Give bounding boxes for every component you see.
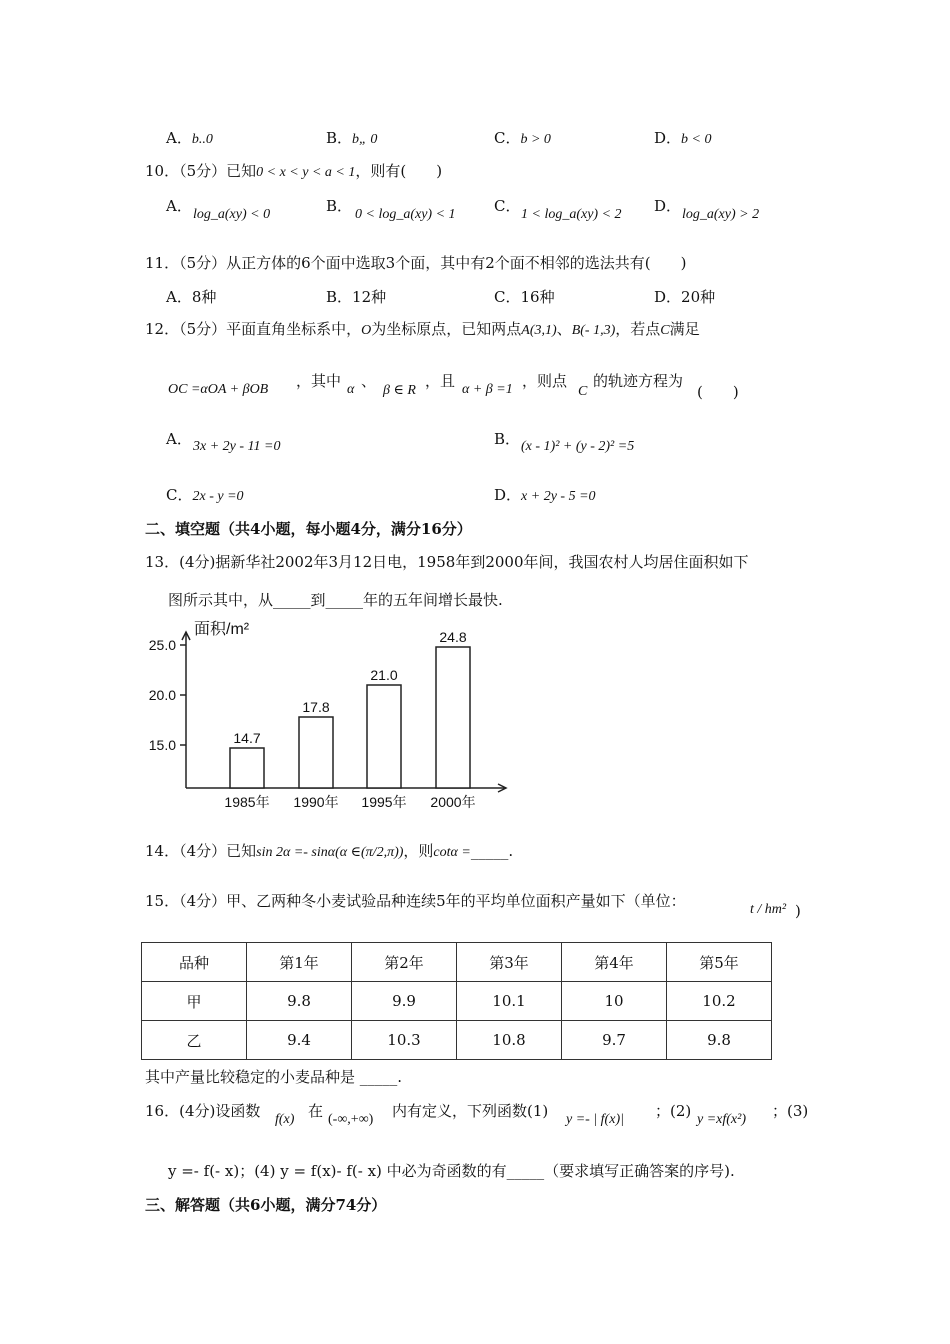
q12-text-c: ，且 [425,372,456,390]
q15-data-table [141,942,772,1060]
table-header-cell: 第4年 [562,943,667,982]
table-header-cell: 第1年 [247,943,352,982]
bar [367,685,401,788]
q9-option-a: A．b..0 [166,129,213,147]
q16-mid1: 在 [308,1102,324,1120]
q10-stem: 10．（5分）已知0 < x < y < a < 1，则有( ) [145,162,443,180]
table-cell: 10.3 [352,1021,457,1060]
table-cell: 9.4 [247,1021,352,1060]
q16-line2: y =- f(- x)；(4) y = f(x)- f(- x) 中必为奇函数的有_____（要求填写正确答案的序号). [168,1162,735,1180]
q12-vector-equation: OC =αOA + βOB [168,382,269,397]
q13-line1: 13．(4分)据新华社2002年3月12日电，1958年到2000年间，我国农村人均居住面积如下 [145,553,749,571]
bar-value-label: 17.8 [302,699,330,715]
table-cell: 9.9 [352,982,457,1021]
q12-option-b-label: B． [494,430,521,448]
bar-value-label: 24.8 [439,629,467,645]
q12-text-e: 的轨迹方程为 [593,372,684,390]
y-tick-label: 20.0 [148,687,176,703]
table-header-cell: 第2年 [352,943,457,982]
table-cell: 10.2 [667,982,772,1021]
table-header-cell: 第5年 [667,943,772,982]
q12-alpha: α [347,382,355,397]
table-cell: 9.8 [667,1021,772,1060]
q15-stem: 15．（4分）甲、乙两种冬小麦试验品种连续5年的平均单位面积产量如下（单位： [145,892,686,910]
q10-option-c: 1 < log_a(xy) < 2 [521,207,622,222]
q13-line2: 图所示其中，从_____到_____年的五年间增长最快. [168,591,503,609]
y-tick-label: 25.0 [148,637,176,653]
q11-option-d: D．20种 [654,288,716,306]
q11-stem: 11．（5分）从正方体的6个面中选取3个面，其中有2个面不相邻的选法共有( ) [145,254,687,272]
q12-sum: α + β =1 [462,382,513,397]
q12-beta-in-r: β ∈ R [383,383,416,398]
table-cell: 甲 [142,982,247,1021]
table-row [142,982,772,1021]
y-tick-label: 15.0 [148,737,176,753]
q12-stem-line1: 12．（5分）平面直角坐标系中，O为坐标原点，已知两点A(3,1)、B(- 1,3)，若点C满足 [145,320,700,338]
table-header-cell: 品种 [142,943,247,982]
q9-option-c: C．b > 0 [494,129,551,147]
bar [436,647,470,788]
bar-value-label: 14.7 [233,730,261,746]
y-axis-label: 面积/m² [194,621,250,638]
x-tick-label: 2000年 [430,794,476,810]
x-tick-label: 1985年 [224,794,270,810]
q9-option-d: D．b < 0 [654,129,712,147]
table-header-row [142,943,772,982]
q10-option-a-label: A． [166,197,192,215]
q16-f: f(x) [275,1112,295,1127]
q16-func-1: y =- | f(x)| [566,1112,624,1127]
table-cell: 9.8 [247,982,352,1021]
table-cell: 9.7 [562,1021,667,1060]
q14-stem: 14．（4分）已知sin 2α =- sinα(α ∈(π/2,π))，则cotα =_____. [145,842,514,860]
q12-answer-paren: ( ) [697,383,739,401]
section-2-heading: 二、填空题（共4小题，每小题4分，满分16分） [145,520,472,538]
q16-sep-2: ；(2) [655,1102,692,1120]
q12-point-c: C [578,384,588,399]
bar-value-label: 21.0 [370,667,398,683]
q15-unit: t / hm² [750,902,787,917]
q12-option-b: (x - 1)² + (y - 2)² =5 [521,439,635,454]
table-cell: 10 [562,982,667,1021]
bar [230,748,264,788]
q10-option-c-label: C． [494,197,521,215]
q12-option-a: 3x + 2y - 11 =0 [193,439,281,454]
bar [299,717,333,788]
q15-close-paren: ) [795,902,801,920]
table-row [142,1021,772,1060]
q16-domain: (-∞,+∞) [328,1112,374,1127]
table-cell: 10.1 [457,982,562,1021]
q16-mid2: 内有定义，下列函数(1) [392,1102,549,1120]
q10-option-d-label: D． [654,197,682,215]
q16-sep-3: ；(3) [772,1102,809,1120]
q10-option-a: log_a(xy) < 0 [193,207,271,222]
q10-option-b: 0 < log_a(xy) < 1 [355,207,456,222]
q11-option-a: A．8种 [166,288,217,306]
x-tick-label: 1990年 [293,794,339,810]
table-header-cell: 第3年 [457,943,562,982]
q9-option-b: B．b„ 0 [326,129,378,147]
q11-option-c: C．16种 [494,288,555,306]
q10-option-b-label: B． [326,197,353,215]
q12-text-b: 、 [361,372,377,390]
q11-option-b: B．12种 [326,288,387,306]
q16-func-2: y =xf(x²) [697,1112,746,1127]
q12-option-a-label: A． [166,430,192,448]
q12-text-a: ，其中 [296,372,342,390]
x-tick-label: 1995年 [361,794,407,810]
q12-text-d: ，则点 [522,372,568,390]
q12-option-c: C．2x - y =0 [166,486,244,504]
table-cell: 10.8 [457,1021,562,1060]
q13-bar-chart [140,612,520,817]
q10-option-d: log_a(xy) > 2 [682,207,760,222]
section-3-heading: 三、解答题（共6小题，满分74分） [145,1196,387,1214]
q12-option-d: D．x + 2y - 5 =0 [494,486,596,504]
q16-pre: 16．(4分)设函数 [145,1102,261,1120]
table-cell: 乙 [142,1021,247,1060]
q15-question: 其中产量比较稳定的小麦品种是 _____. [145,1068,403,1086]
